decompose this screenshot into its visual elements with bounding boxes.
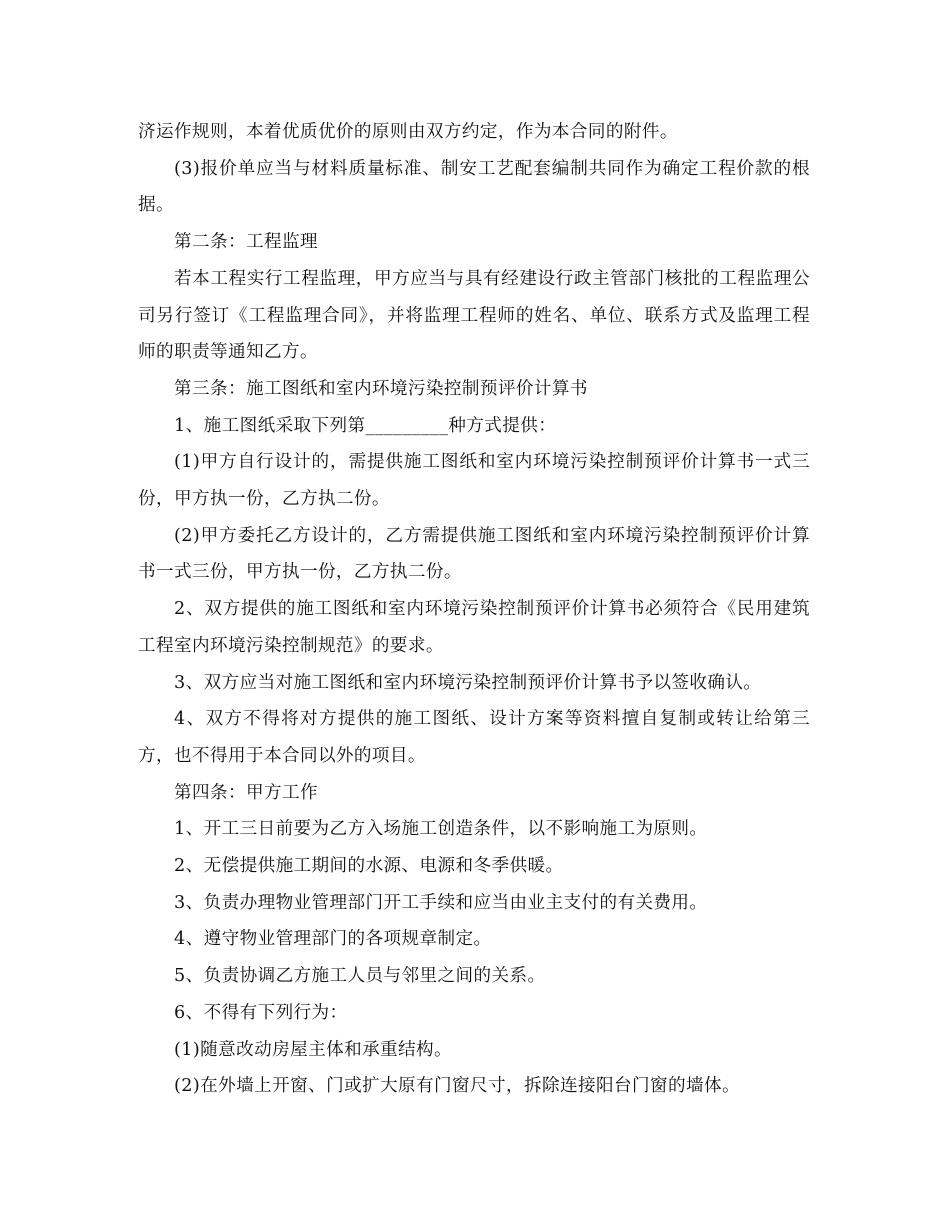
paragraph-8: (2)甲方委托乙方设计的，乙方需提供施工图纸和室内环境污染控制预评价计算书一式三份，甲方执一份，乙方执二份。 — [138, 525, 810, 583]
paragraph-11: 4、双方不得将对方提供的施工图纸、设计方案等资料擅自复制或转让给第三方，也不得用于本合同以外的项目。 — [138, 709, 810, 766]
paragraph-9: 2、双方提供的施工图纸和室内环境污染控制预评价计算书必须符合《民用建筑工程室内环境污染控制规范》的要求。 — [138, 599, 810, 656]
section-heading-4: 第四条：甲方工作 — [174, 782, 318, 803]
section-heading-3: 第三条：施工图纸和室内环境污染控制预评价计算书 — [174, 378, 588, 399]
section-heading-2: 第二条：工程监理 — [174, 232, 318, 253]
paragraph-17: 5、负责协调乙方施工人员与邻里之间的关系。 — [174, 966, 546, 987]
paragraph-7: (1)甲方自行设计的，需提供施工图纸和室内环境污染控制预评价计算书一式三份，甲方执一份，乙方执二份。 — [138, 452, 810, 510]
paragraph-20: (2)在外墙上开窗、门或扩大原有门窗尺寸，拆除连接阳台门窗的墙体。 — [174, 1076, 740, 1097]
paragraph-4: 若本工程实行工程监理，甲方应当与具有经建设行政主管部门核批的工程监理公司另行签订《工程监理合同》，并将监理工程师的姓名、单位、联系方式及监理工程师的职责等通知乙方。 — [138, 268, 810, 363]
paragraph-16: 4、遵守物业管理部门的各项规章制定。 — [174, 929, 492, 950]
paragraph-18: 6、不得有下列行为： — [174, 1002, 348, 1023]
paragraph-2: (3)报价单应当与材料质量标准、制安工艺配套编制共同作为确定工程价款的根据。 — [138, 158, 810, 216]
paragraph-14: 2、无偿提供施工期间的水源、电源和冬季供暖。 — [174, 856, 564, 877]
paragraph-19: (1)随意改动房屋主体和承重结构。 — [174, 1039, 453, 1060]
document-body — [138, 114, 810, 1105]
paragraph-10: 3、双方应当对施工图纸和室内环境污染控制预评价计算书予以签收确认。 — [174, 672, 762, 693]
paragraph-15: 3、负责办理物业管理部门开工手续和应当由业主支付的有关费用。 — [174, 892, 708, 913]
paragraph-1: 济运作规则，本着优质优价的原则由双方约定，作为本合同的附件。 — [138, 122, 678, 142]
paragraph-13: 1、开工三日前要为乙方入场施工创造条件，以不影响施工为原则。 — [174, 819, 708, 840]
paragraph-6: 1、施工图纸采取下列第_________种方式提供： — [174, 415, 557, 436]
